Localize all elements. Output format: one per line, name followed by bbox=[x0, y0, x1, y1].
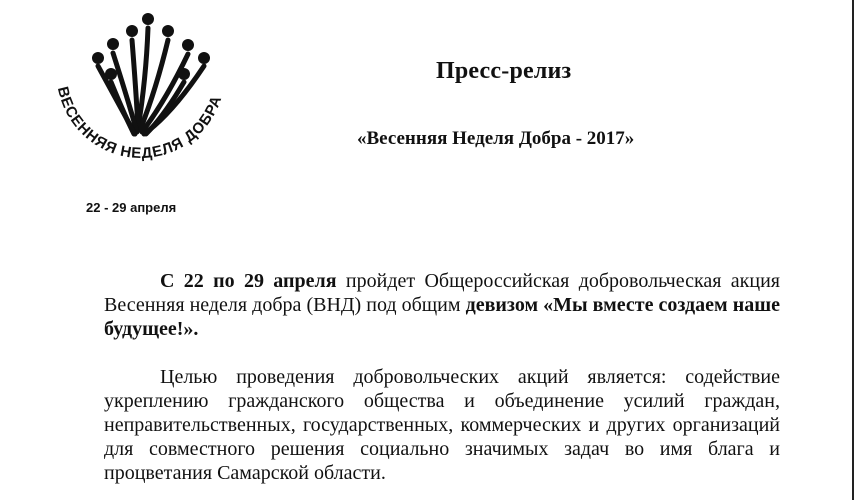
goal-text: Целью проведения добровольческих акций является: содействие укреплению гражданского общества и объединение усилий граждан, неправительственных, государственных, коммерческих и других организаций для совместного решения социально значимых задач во имя блага и процветания Самарской области. bbox=[104, 366, 780, 484]
intro-text: пройдет Общероссийская добровольческая акция Весенняя неделя добра (ВНД) под общим bbox=[104, 270, 780, 316]
paragraph-intro bbox=[104, 269, 780, 341]
logo-arc-text: ВЕСЕННЯЯ НЕДЕЛЯ ДОБРА bbox=[53, 84, 226, 163]
logo-dates: 22 - 29 апреля bbox=[86, 200, 177, 215]
page-title: Пресс-релиз bbox=[436, 58, 572, 84]
paragraph-goal bbox=[104, 365, 780, 485]
logo-emblem bbox=[38, 10, 238, 200]
intro-dates: С 22 по 29 апреля bbox=[160, 270, 337, 292]
intro-motto: девизом «Мы вместе создаем наше будущее!». bbox=[104, 294, 781, 340]
page-edge bbox=[852, 0, 854, 500]
logo-people-icon bbox=[92, 13, 210, 80]
event-subtitle: «Весенняя Неделя Добра - 2017» bbox=[357, 128, 635, 149]
